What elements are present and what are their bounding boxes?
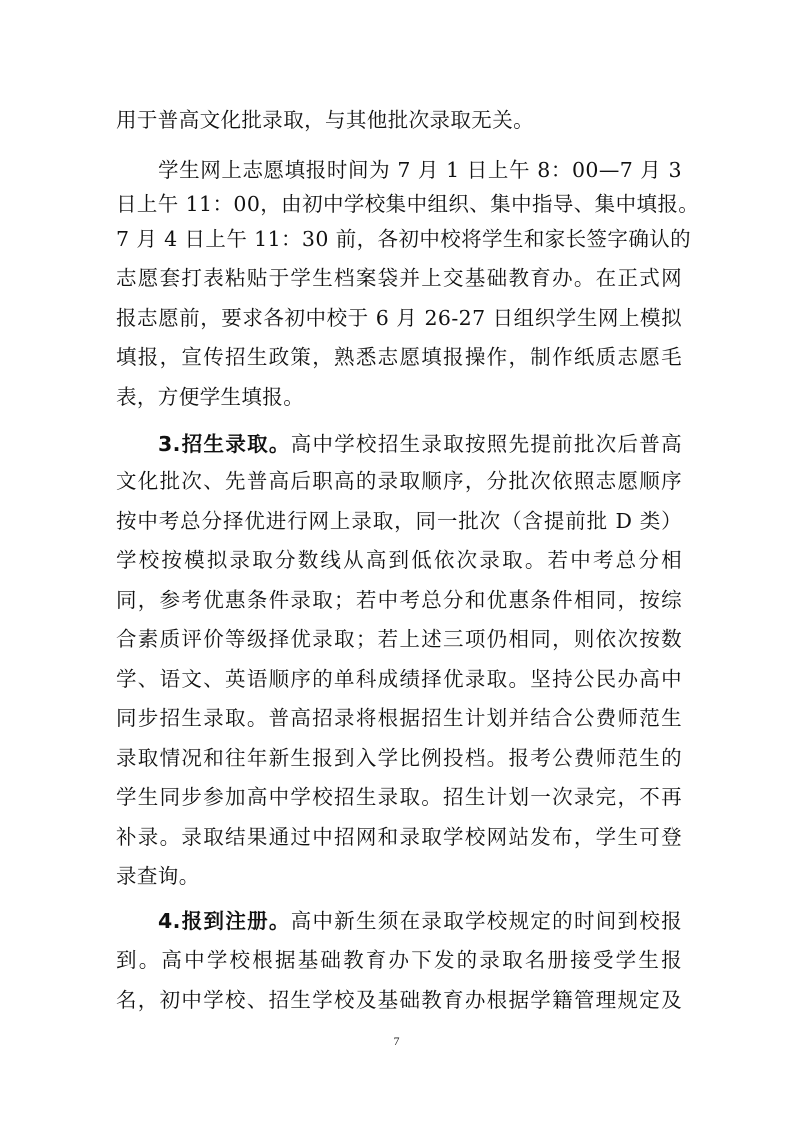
paragraph-line: 录取情况和往年新生报到入学比例投档。报考公费师范生的 — [116, 746, 682, 770]
paragraph-line: 名，初中学校、招生学校及基础教育办根据学籍管理规定及 — [116, 988, 682, 1012]
paragraph-line: 日上午 11：00，由初中学校集中组织、集中指导、集中填报。 — [116, 192, 700, 216]
paragraph-line: 到。高中学校根据基础教育办下发的录取名册接受学生报 — [116, 948, 682, 972]
paragraph-line: 录查询。 — [116, 864, 200, 888]
paragraph-line: 学、语文、英语顺序的单科成绩择优录取。坚持公民办高中 — [116, 667, 682, 691]
paragraph-line: 学生同步参加高中学校招生录取。招生计划一次录完，不再 — [116, 785, 682, 809]
paragraph-line: 志愿套打表粘贴于学生档案袋并上交基础教育办。在正式网 — [116, 266, 682, 290]
paragraph-line: 填报，宣传招生政策，熟悉志愿填报操作，制作纸质志愿毛 — [116, 345, 682, 369]
paragraph-line: 3.招生录取。高中学校招生录取按照先提前批次后普高 — [158, 432, 682, 456]
paragraph-line: 按中考总分择优进行网上录取，同一批次（含提前批 D 类） — [116, 509, 682, 533]
paragraph-line: 学生网上志愿填报时间为 7 月 1 日上午 8：00—7 月 3 — [158, 158, 682, 182]
section-heading: 4.报到注册。 — [158, 909, 291, 933]
paragraph-line: 同，参考优惠条件录取；若中考总分和优惠条件相同，按综 — [116, 588, 682, 612]
paragraph-line: 合素质评价等级择优录取；若上述三项仍相同，则依次按数 — [116, 627, 682, 651]
paragraph-line: 7 月 4 日上午 11：30 前，各初中校将学生和家长签字确认的 — [116, 227, 692, 251]
paragraph-line: 用于普高文化批录取，与其他批次录取无关。 — [116, 108, 534, 132]
paragraph-line: 补录。录取结果通过中招网和录取学校网站发布，学生可登 — [116, 825, 682, 849]
section-heading: 3.招生录取。 — [158, 432, 291, 456]
paragraph-line: 文化批次、先普高后职高的录取顺序，分批次依照志愿顺序 — [116, 469, 682, 493]
paragraph-line: 表，方便学生填报。 — [116, 385, 305, 409]
paragraph-line: 4.报到注册。高中新生须在录取学校规定的时间到校报 — [158, 909, 682, 933]
paragraph-line: 学校按模拟录取分数线从高到低依次录取。若中考总分相 — [116, 548, 682, 572]
paragraph-line: 同步招生录取。普高招录将根据招生计划并结合公费师范生 — [116, 706, 682, 730]
paragraph-line: 报志愿前，要求各初中校于 6 月 26-27 日组织学生网上模拟 — [116, 306, 682, 330]
page-number: 7 — [393, 1034, 400, 1048]
